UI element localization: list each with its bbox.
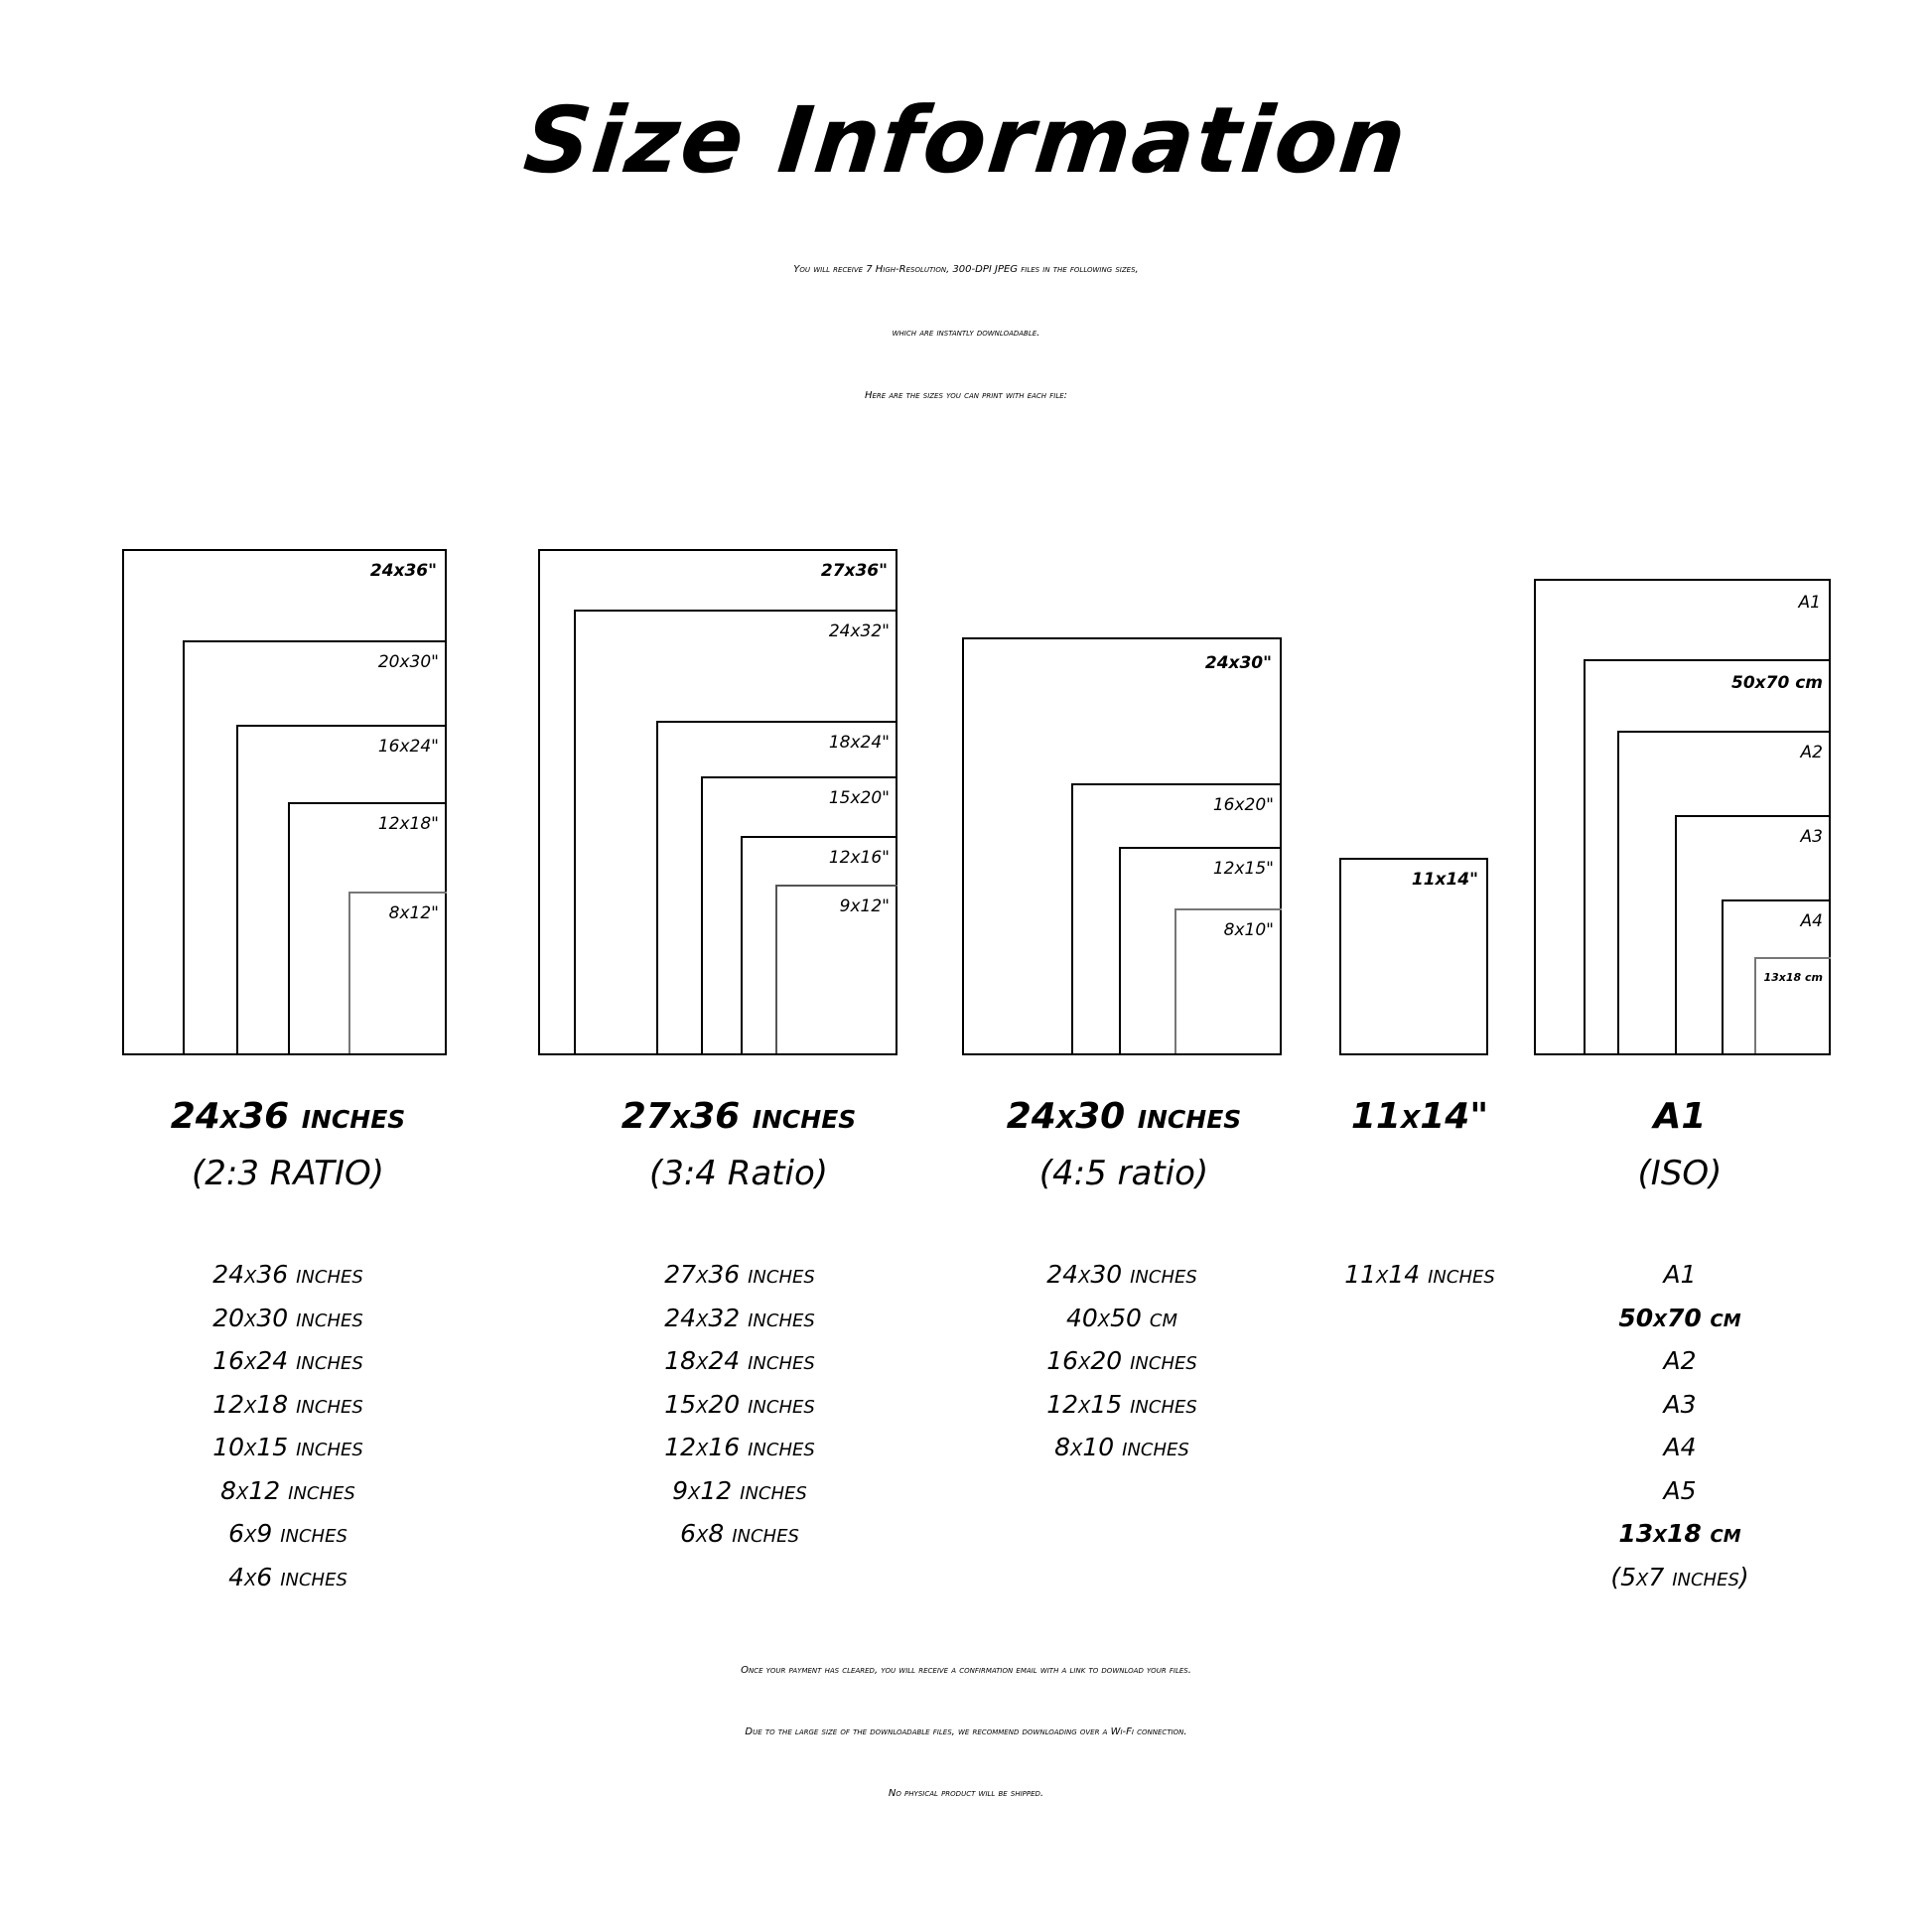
frame-label: 9x12" (839, 897, 890, 916)
group-ratio-2-3: (2:3 RATIO) (191, 1154, 385, 1193)
list-item: 24x30 inches (1046, 1260, 1197, 1289)
list-item: 12x15 inches (1046, 1389, 1197, 1419)
group-heading-2-3: 24x36 inches (170, 1096, 406, 1137)
list-item: 50x70 cm (1618, 1303, 1741, 1332)
frame-11x14 (1339, 858, 1488, 1055)
list-item: 24x36 inches (212, 1260, 363, 1289)
list-item: 11x14 inches (1344, 1260, 1495, 1289)
frame-label: 27x36" (820, 561, 888, 581)
list-item: 4x6 inches (228, 1562, 347, 1591)
frame-label: 24x32" (828, 621, 890, 641)
frame-13x18 (1754, 957, 1831, 1053)
list-item: 8x10 inches (1054, 1433, 1189, 1461)
frame-label: 50x70 cm (1731, 673, 1823, 693)
frame-8x12 (348, 892, 447, 1053)
size-list-iso (1581, 1253, 1779, 1598)
footer-line-3: No physical product will be shipped. (888, 1788, 1044, 1799)
frame-label: 12x18" (377, 814, 439, 834)
size-list-2-3 (159, 1253, 417, 1598)
list-item: A5 (1663, 1475, 1697, 1505)
frame-label: 8x12" (388, 903, 439, 923)
list-item: A3 (1663, 1389, 1697, 1419)
frame-8x10 (1174, 908, 1282, 1053)
group-ratio-iso: (ISO) (1637, 1154, 1723, 1193)
list-item: 27x36 inches (664, 1260, 815, 1289)
intro-line-2: which are instantly downloadable. (892, 328, 1040, 339)
frame-label: 16x24" (377, 737, 439, 757)
list-item: 10x15 inches (212, 1433, 363, 1461)
group-heading-4-5: 24x30 inches (1006, 1096, 1242, 1137)
list-item: 6x8 inches (680, 1519, 799, 1548)
page-title: Size Information (519, 87, 1413, 194)
frame-label: 16x20" (1212, 795, 1274, 815)
frame-label: 11x14" (1411, 870, 1478, 890)
list-item: 16x20 inches (1046, 1346, 1197, 1375)
frame-label: 12x15" (1212, 859, 1274, 879)
list-item: A1 (1663, 1260, 1697, 1289)
frame-label: 18x24" (828, 733, 890, 753)
frame-label: A3 (1800, 827, 1823, 847)
list-item: 9x12 inches (672, 1475, 807, 1505)
list-item: 24x32 inches (664, 1303, 815, 1332)
frame-label: 8x10" (1223, 920, 1274, 940)
list-item: 20x30 inches (212, 1303, 363, 1332)
size-list-3-4 (611, 1253, 869, 1556)
group-ratio-4-5: (4:5 ratio) (1038, 1154, 1209, 1193)
intro-line-1: You will receive 7 High-Resolution, 300-DPI JPEG files in the following sizes, (793, 264, 1139, 275)
frame-label: 24x36" (369, 561, 437, 581)
frame-label: 24x30" (1204, 653, 1272, 673)
frame-9x12 (775, 885, 897, 1053)
group-ratio-3-4: (3:4 Ratio) (648, 1154, 829, 1193)
list-item: (5x7 inches) (1610, 1562, 1749, 1591)
group-heading-11x14: 11x14" (1350, 1096, 1489, 1137)
list-item: 12x18 inches (212, 1389, 363, 1419)
frame-label: A2 (1800, 743, 1823, 762)
list-item: 18x24 inches (664, 1346, 815, 1375)
footer-line-1: Once your payment has cleared, you will receive a confirmation email with a link to download your files. (741, 1665, 1191, 1676)
footer-line-2: Due to the large size of the downloadable files, we recommend downloading over a Wi-Fi connection. (745, 1726, 1187, 1737)
size-list-4-5 (993, 1253, 1251, 1469)
frame-label: A1 (1798, 593, 1821, 613)
frame-label: 15x20" (828, 788, 890, 808)
intro-line-3: Here are the sizes you can print with each file: (864, 390, 1068, 401)
group-heading-3-4: 27x36 inches (621, 1096, 857, 1137)
size-list-11x14 (1320, 1253, 1519, 1297)
frame-label: 12x16" (828, 848, 890, 868)
list-item: A4 (1663, 1433, 1697, 1461)
list-item: 6x9 inches (228, 1519, 347, 1548)
group-heading-iso: A1 (1653, 1096, 1707, 1137)
list-item: 12x16 inches (664, 1433, 815, 1461)
frame-label: 20x30" (377, 652, 439, 672)
list-item: 15x20 inches (664, 1389, 815, 1419)
list-item: A2 (1663, 1346, 1697, 1375)
list-item: 16x24 inches (212, 1346, 363, 1375)
frame-label: 13x18 cm (1763, 971, 1823, 984)
list-item: 40x50 cm (1066, 1303, 1177, 1332)
list-item: 8x12 inches (220, 1475, 355, 1505)
frame-label: A4 (1800, 911, 1823, 931)
list-item: 13x18 cm (1618, 1519, 1741, 1548)
